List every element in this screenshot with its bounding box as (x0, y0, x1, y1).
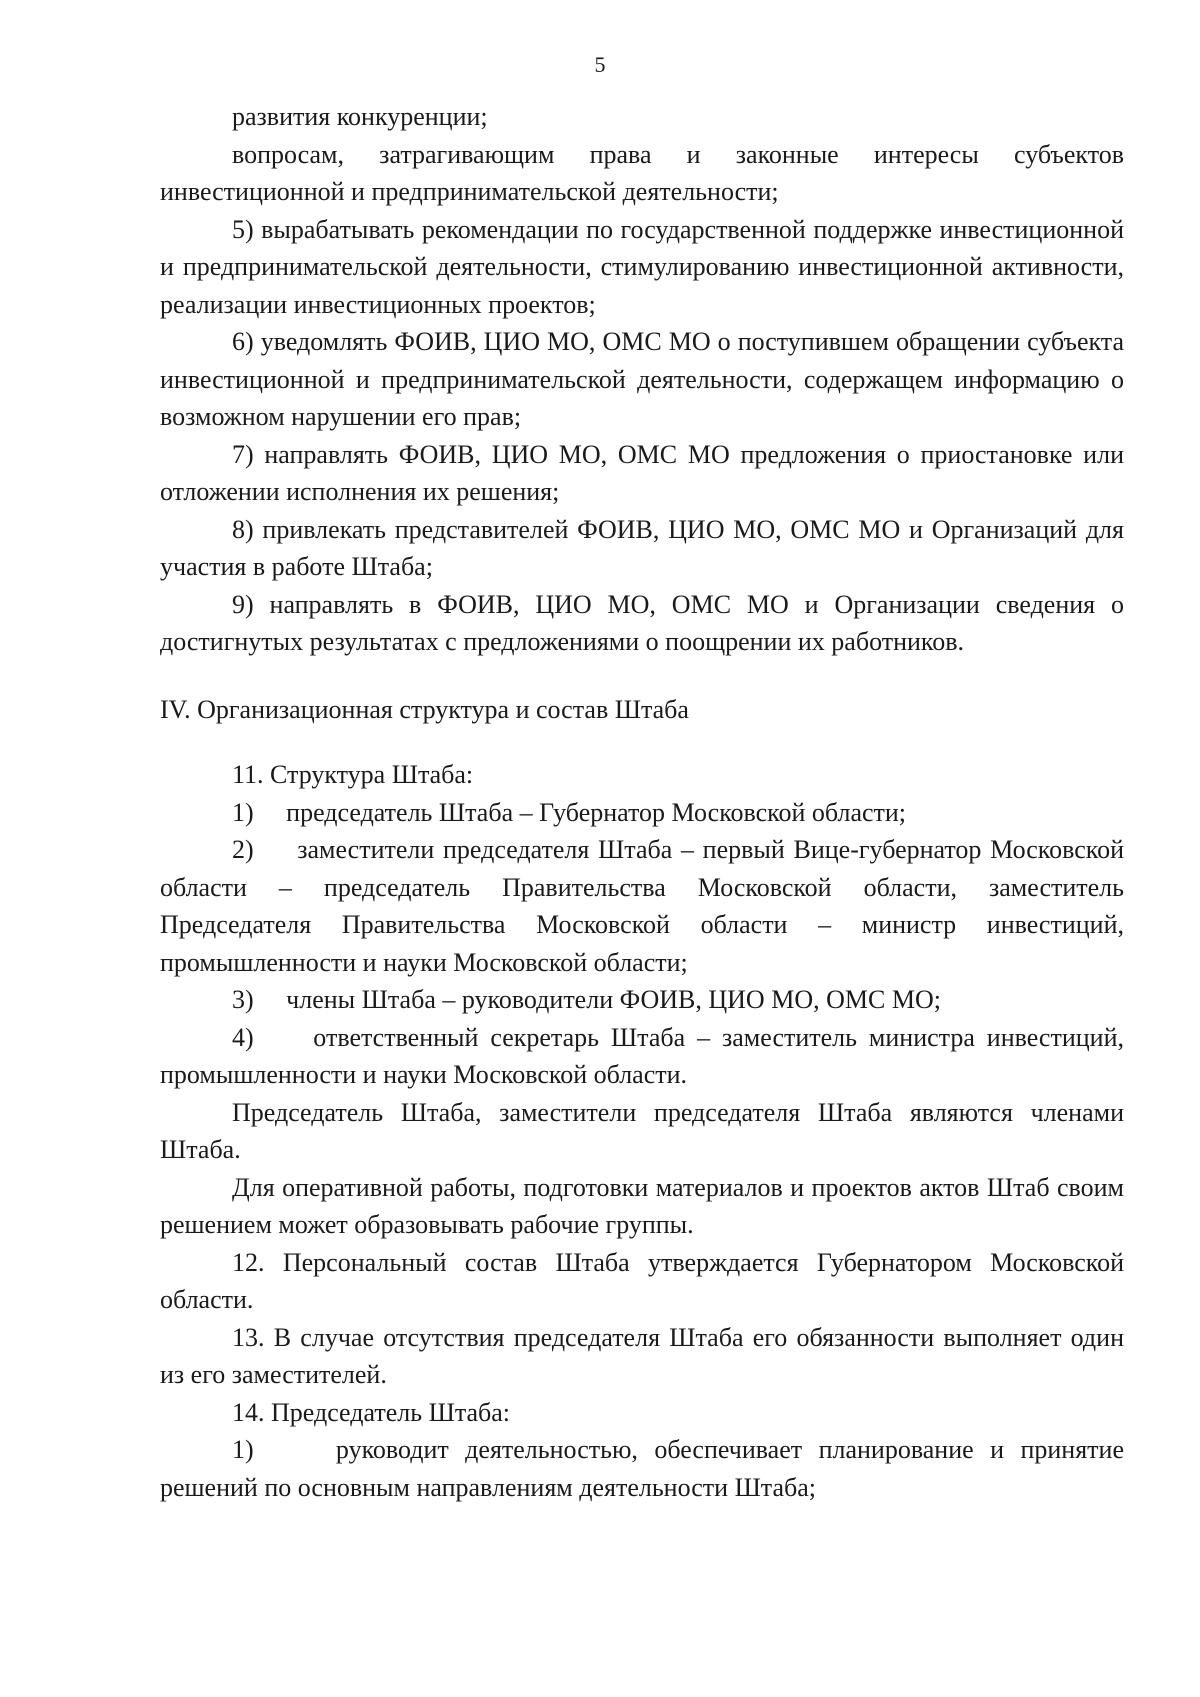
page-number: 5 (594, 52, 606, 77)
paragraph: 13. В случае отсутствия председателя Штаба его обязанности выполняет один из его заместителей. (160, 1322, 1124, 1389)
paragraph: 6) уведомлять ФОИВ, ЦИО МО, ОМС МО о поступившем обращении субъекта инвестиционной и предпринимательской деятельности, содержащем информацию о возможном нарушении его прав; (160, 327, 1124, 431)
item-text: председатель Штаба – Губернатор Московской области; (286, 797, 907, 827)
item-text: руководит деятельностью, обеспечивает планирование и принятие решений по основным направлениям деятельности Штаба; (160, 1435, 1124, 1502)
paragraph: 14. Председатель Штаба: (232, 1397, 511, 1427)
item-text: заместители председателя Штаба – первый Вице-губернатор Московской области – председатель Правительства Московской области, заместитель Председателя Правительства Московской области – министр инвестиций, промышленности и науки Московской области; (160, 835, 1124, 977)
structure-item (160, 981, 1124, 1019)
item-text: ответственный секретарь Штаба – заместитель министра инвестиций, промышленности и науки Московской области. (160, 1022, 1124, 1089)
item-number: 1) (232, 1435, 254, 1464)
item-number: 4) (232, 1022, 254, 1052)
chairman-item (160, 1431, 1124, 1506)
paragraph: развития конкуренции; (232, 102, 488, 131)
paragraph: вопросам, затрагивающим права и законные интересы субъектов инвестиционной и предпринимательской деятельности; (160, 139, 1124, 206)
structure-item (160, 831, 1124, 981)
item-number: 1) (232, 797, 254, 827)
item-number: 2) (232, 835, 254, 864)
item-number: 3) (232, 985, 254, 1014)
structure-item (160, 794, 1124, 832)
document-body (160, 98, 1124, 1506)
paragraph: 12. Персональный состав Штаба утверждается Губернатором Московской области. (160, 1247, 1124, 1314)
paragraph: 8) привлекать представителей ФОИВ, ЦИО МО, ОМС МО и Организаций для участия в работе Штаба; (160, 514, 1124, 581)
section-heading: IV. Организационная структура и состав Штаба (160, 694, 689, 724)
paragraph: Для оперативной работы, подготовки материалов и проектов актов Штаб своим решением может образовывать рабочие группы. (160, 1172, 1124, 1239)
structure-item (160, 1019, 1124, 1094)
paragraph: Председатель Штаба, заместители председателя Штаба являются членами Штаба. (160, 1097, 1124, 1164)
paragraph: 5) вырабатывать рекомендации по государственной поддержке инвестиционной и предпринимательской деятельности, стимулированию инвестиционной активности, реализации инвестиционных проектов; (160, 214, 1124, 319)
structure-intro: 11. Структура Штаба: (232, 760, 474, 789)
paragraph: 9) направлять в ФОИВ, ЦИО МО, ОМС МО и Организации сведения о достигнутых результатах с предложениями о поощрении их работников. (160, 589, 1124, 656)
paragraph: 7) направлять ФОИВ, ЦИО МО, ОМС МО предложения о приостановке или отложении исполнения их решения; (160, 439, 1124, 506)
item-text: члены Штаба – руководители ФОИВ, ЦИО МО, ОМС МО; (286, 985, 941, 1014)
